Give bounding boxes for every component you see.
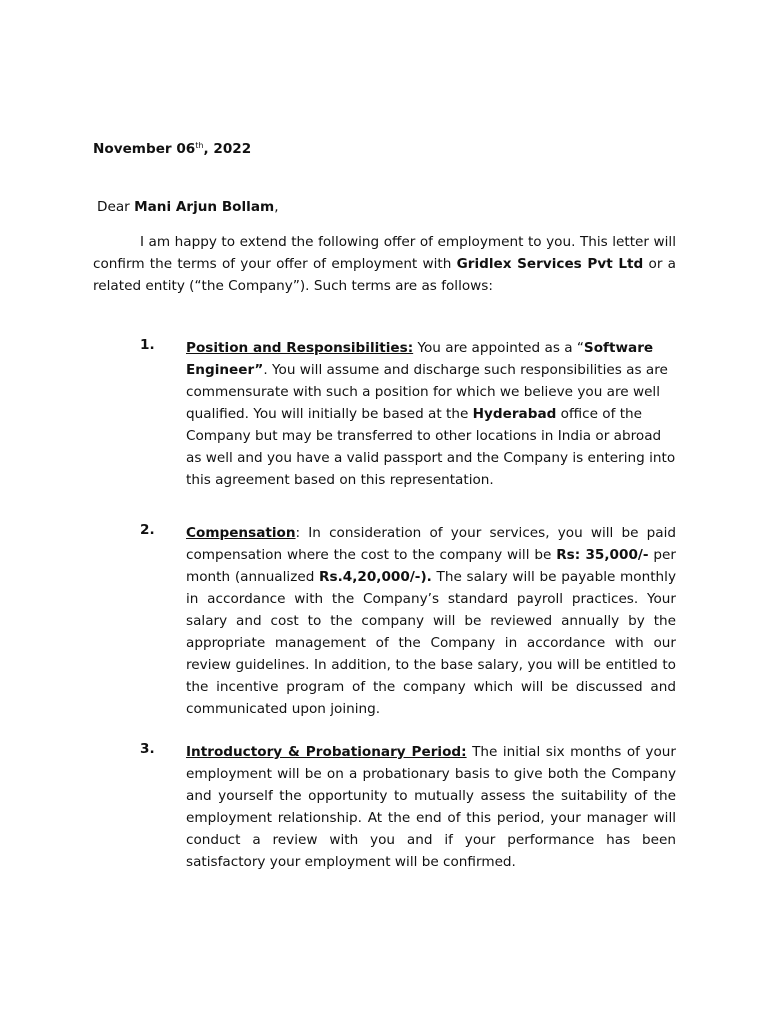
salutation-prefix: Dear <box>97 199 135 215</box>
date-month-day: November 06 <box>93 141 196 157</box>
clause-number: 3. <box>140 741 155 757</box>
recipient-name: Mani Arjun Bollam <box>134 199 275 215</box>
intro-text-1: I am happy to extend the following offer of employment to you. This letter will confirm the terms of your offer of employment with <box>93 234 676 272</box>
clause-text: : In consideration of your services, you will be paid compensation where the cost to the company will be <box>186 525 676 563</box>
clause-body <box>186 337 676 491</box>
date-ordinal-suffix: th <box>195 141 204 150</box>
clause-text: The initial six months of your employment will be on a probationary basis to give both the Company and yourself the opportunity to mutually assess the suitability of the employment relationship. At the end of this period, your manager will conduct a review with you and if your performance has been satisfactory your employment will be confirmed. <box>186 744 676 870</box>
clause-text: You are appointed as a “ <box>413 340 584 356</box>
letter-date <box>93 141 251 157</box>
monthly-compensation: Rs: 35,000/- <box>556 547 649 563</box>
clause-heading: Introductory & Probationary Period: <box>186 744 467 760</box>
clause-text: per month (annualized <box>186 547 676 585</box>
clause-text: The salary will be payable monthly in accordance with the Company’s standard payroll practices. Your salary and cost to the company will be reviewed annually by the appropriate management of the Company in accordance with our review guidelines. In addition, to the base salary, you will be entitled to the incentive program of the company which will be discussed and communicated upon joining. <box>186 569 676 717</box>
clause-number: 1. <box>140 337 155 353</box>
clause-heading: Position and Responsibilities: <box>186 340 414 356</box>
intro-paragraph <box>93 231 676 297</box>
salutation <box>97 199 279 215</box>
clause-text: . You will assume and discharge such responsibilities as are commensurate with such a position for which we believe you are well qualified. You will initially be based at the <box>186 362 668 422</box>
company-name: Gridlex Services Pvt Ltd <box>456 256 644 272</box>
clause-text: office of the Company but may be transferred to other locations in India or abroad as well and you have a valid passport and the Company is entering into this agreement based on this representation. <box>186 406 676 488</box>
office-location: Hyderabad <box>472 406 557 422</box>
clause-body <box>186 522 676 720</box>
clause-heading: Compensation <box>186 525 296 541</box>
job-title: Software Engineer” <box>186 340 654 378</box>
salutation-suffix: , <box>274 199 279 215</box>
intro-text-2: or a related entity (“the Company”). Such terms are as follows: <box>93 256 677 294</box>
date-year: , 2022 <box>203 141 252 157</box>
annual-compensation: Rs.4,20,000/-). <box>319 569 432 585</box>
clause-body <box>186 741 676 873</box>
clause-number: 2. <box>140 522 155 538</box>
